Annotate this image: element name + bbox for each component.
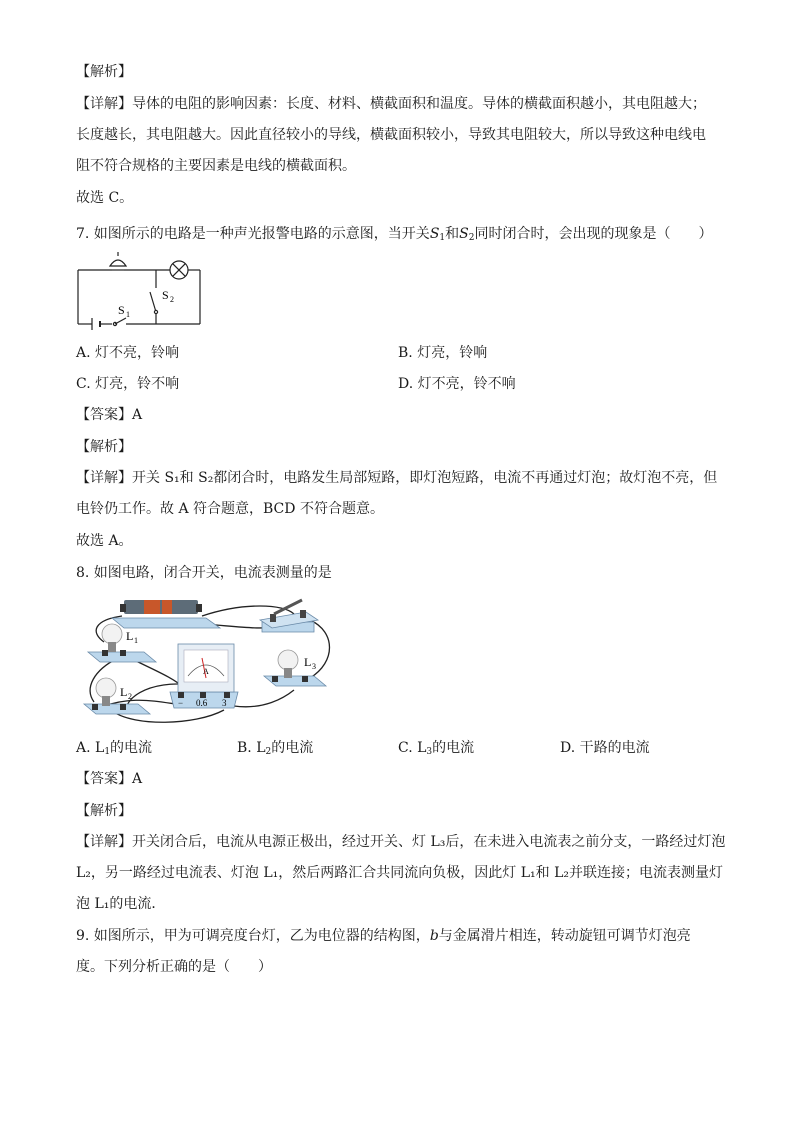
q8-option-c-pre: C. L [398,740,427,756]
q8-option-a-post: 的电流 [110,740,153,756]
q8-analysis-heading: 【解析】 [76,803,132,819]
q7-option-d: D. 灯不亮，铃不响 [398,376,516,392]
q8-option-a [76,738,152,762]
q8-option-d: D. 干路的电流 [560,740,650,756]
q7-circuit-diagram [74,252,206,332]
q6-detail-line-2: 长度越长，其电阻越大。因此直径较小的导线，横截面积较小，导致其电阻较大，所以导致这种电线电 [76,127,706,143]
q6-analysis-heading: 【解析】 [76,64,132,80]
q8-option-a-sub: 1 [104,747,111,757]
q8-option-b [237,738,313,762]
q7-choice: 故选 A。 [76,533,133,549]
q8-detail-line-1: 【详解】开关闭合后，电流从电源正极出，经过开关、灯 L₃后，在未进入电流表之前分支，一路经过灯泡 [76,834,726,850]
q8-option-b-pre: B. L [237,740,266,756]
q7-detail-line-2: 电铃仍工作。故 A 符合题意，BCD 不符合题意。 [76,501,384,517]
q7-option-a: A. 灯不亮，铃响 [76,345,180,361]
q9-stem-text-2: 与金属滑片相连，转动旋钮可调节灯泡亮 [438,928,691,944]
q8-fig-ammeter-3: 3 [222,698,227,708]
q7-switch-sub-1: 1 [439,233,446,243]
q7-fig-label-s1: S [118,303,125,317]
q8-fig-label-l1-sub: 1 [134,636,138,645]
q9-stem-line-1 [76,926,691,946]
q6-detail-line-1: 【详解】导体的电阻的影响因素：长度、材料、横截面积和温度。导体的横截面积越小，其电阻越大； [76,96,706,112]
q6-choice: 故选 C。 [76,190,134,206]
q8-fig-label-l3: L [304,655,312,669]
q7-detail-line-1: 【详解】开关 S₁和 S₂都闭合时，电路发生局部短路，即灯泡短路，电流不再通过灯泡；故灯泡不亮，但 [76,470,718,486]
q7-switch-symbol-2: S [459,226,469,242]
q8-fig-ammeter-06: 0.6 [196,698,208,708]
q8-option-c [398,738,474,762]
q9-stem-b: b [429,928,439,944]
q7-option-b: B. 灯亮，铃响 [398,345,488,361]
q7-stem-text-1: 7. 如图所示的电路是一种声光报警电路的示意图，当开关 [76,226,430,242]
q9-stem-text-1: 9. 如图所示，甲为可调亮度台灯，乙为电位器的结构图， [76,928,430,944]
q6-detail-line-3: 阻不符合规格的主要因素是电线的横截面积。 [76,158,356,174]
q7-option-c: C. 灯亮，铃不响 [76,376,180,392]
q7-analysis-heading: 【解析】 [76,439,132,455]
q7-switch-sub-2: 2 [468,233,475,243]
q7-fig-label-s2: S [162,288,169,302]
q7-switch-symbol-1: S [429,226,440,242]
q8-option-c-post: 的电流 [432,740,475,756]
q8-fig-label-l2-sub: 2 [128,692,132,701]
q7-answer: 【答案】A [76,407,143,423]
q8-fig-label-l3-sub: 3 [312,662,316,671]
q8-fig-ammeter-a: A [203,667,209,676]
q9-stem-line-2: 度。下列分析正确的是（ ） [76,959,272,975]
q8-option-b-sub: 2 [265,747,272,757]
q8-fig-ammeter-minus: − [178,698,184,708]
q7-stem [76,224,712,248]
q8-option-c-sub: 3 [426,747,433,757]
q7-fig-label-s1-sub: 1 [126,310,130,319]
q8-fig-label-l1: L [126,629,134,643]
q7-stem-text-2: 同时闭合时，会出现的现象是（ ） [474,226,713,242]
q8-detail-line-3: 泡 L₁的电流． [76,896,166,912]
q8-option-b-post: 的电流 [271,740,314,756]
q8-stem: 8. 如图电路，闭合开关，电流表测量的是 [76,565,332,581]
q8-fig-label-l2: L [120,685,128,699]
q7-fig-label-s2-sub: 2 [170,295,174,304]
q8-detail-line-2: L₂，另一路经过电流表、灯泡 L₁，然后两路汇合共同流向负极，因此灯 L₁和 L₂并联连接；电流表测量灯 [76,865,723,881]
q8-circuit-diagram [74,592,334,728]
q8-option-a-pre: A. L [76,740,105,756]
q8-answer: 【答案】A [76,771,143,787]
q7-stem-and: 和 [445,226,460,242]
